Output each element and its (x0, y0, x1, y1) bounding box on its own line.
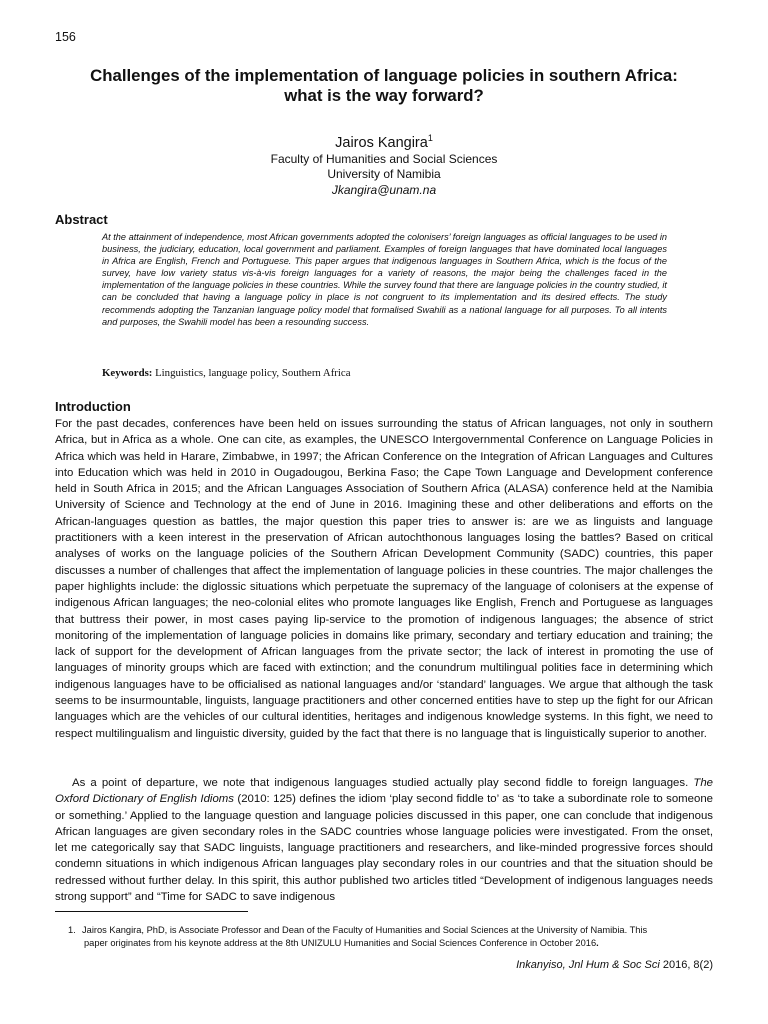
author-footnote-marker: 1 (427, 133, 433, 143)
introduction-heading: Introduction (55, 399, 131, 414)
author-name (40, 129, 728, 152)
journal-reference (516, 959, 713, 971)
paper-title (40, 66, 728, 106)
keywords (102, 367, 351, 379)
author-email: Jkangira@unam.na (331, 182, 437, 197)
author-affiliation: Faculty of Humanities and Social Sciences (270, 151, 498, 166)
footnote-divider (55, 911, 248, 912)
paragraph-2-italic-title: The Oxford Dictionary of English Idioms (55, 777, 713, 806)
paragraph-2-part-2: (2010: 125) defines the idiom ‘play second fiddle to’ as ‘to take a subordinate role to someone or something.’ Applied to the language question and language policies discussed in this paper, one can conclude that indigenous African languages are given secondary roles in the SADC countries whose language policies were investigated. From the onset, let me categorically say that SADC linguists, language practitioners and researchers, and like-minded progressive forces should condemn situations in which indigenous African languages play secondary roles in our countries and that the situation should be redressed without further delay. In this spirit, this author published two articles titled “Development of indigenous languages needs strong support” and “Time for SADC to save indigenous (55, 793, 714, 904)
author-university: University of Namibia (327, 167, 441, 182)
journal-volume: 2016, 8(2) (659, 959, 713, 971)
abstract-heading: Abstract (55, 212, 108, 227)
page-number: 156 (55, 30, 76, 44)
title-line-1: Challenges of the implementation of language policies in southern Africa: (90, 66, 678, 85)
keywords-text: Linguistics, language policy, Southern Africa (152, 367, 351, 379)
journal-name: Inkanyiso, Jnl Hum & Soc Sci (516, 959, 660, 971)
author-block (40, 129, 728, 198)
footnote-number: 1. (68, 925, 76, 935)
author-name-text: Jairos Kangira (335, 134, 428, 151)
keywords-label: Keywords: (102, 367, 153, 379)
introduction-paragraph-1: For the past decades, conferences have been held on issues surrounding the status of African languages, not only in southern Africa, but in Africa as a whole. One can cite, as examples, the UNESCO Intergovernmental Conference on Language Policies in Africa which was held in Harare, Zimbabwe, in 1997; the African Conference on the Integration of African Languages and Cultures into Education which was held in 2010 in Ougadougou, Berkina Faso; the Cape Town Language and Development conference held in South Africa in 2015; and the African Languages Association of Southern Africa (ALASA) conference held at the Namibia University of Science and Technology at the end of June in 2016. Imagining these and other deliberations and efforts on the African-languages question as battles, the major question this paper tries to answer is: are we as linguists and language practitioners with a keen interest in the preservation of African autochthonous languages losing the battles? Based on critical analyses of works on the language policies of the Southern African Development Community (SADC) countries, this paper discusses a number of challenges that affect the implementation of language policies in these countries. The major challenges the paper highlights include: the diglossic situations which perpetuate the supremacy of the language of colonisers at the expense of indigenous African languages; the neo-colonial elites who promote languages like English, French and Portuguese as languages that buttress their power, in most cases paying lip-service to the promotion of indigenous languages; the absence of strict monitoring of the implementation of language policies in domains like primary, secondary and tertiary education and training; the lack of support for the development of African languages from the private sector; the lack of interest in promoting the use of languages of minority groups which are faced with extinction; and the conundrum multilingual polities face in determining which indigenous languages have to be officialised as national languages and/or ‘standard’ languages. We argue that although the task seems to be insurmountable, linguists, language practitioners and other concerned entities have to step up the fight for our African languages which are the vehicles of our cultural identities, heritages and indigenous knowledge systems. In this fight, we need to respect multilingualism and linguistic diversity, guided by the fact that there is no language that is linguistically superior to another. (55, 418, 713, 740)
footnote-line-2-end: . (596, 938, 599, 948)
abstract-text: At the attainment of independence, most African governments adopted the colonisers’ foreign languages as official languages to be used in business, the judiciary, education, local government and parliament. Examples of foreign languages that have dominated local languages in Africa are English, French and Portuguese. This paper argues that indigenous languages in Southern Africa, which is the focus of the survey, have low variety status vis-à-vis foreign languages for a variety of reasons, the major being the challenges faced in the implementation of the language policies in these countries. While the survey found that there are language policies in the country studied, it can be concluded that having a language policy in place is not congruent to its implementation and its desired effects. The study recommends adopting the Tanzanian language policy model that formalised Swahili as a national language for all purposes. To all intents and purposes, the Swahili model has been a resounding success. (102, 232, 667, 327)
footnote (70, 924, 713, 950)
title-line-2: what is the way forward? (284, 86, 484, 105)
introduction-paragraph-2 (55, 775, 713, 905)
footnote-line-1 (70, 924, 713, 937)
footnote-line-2 (70, 937, 713, 950)
footnote-line-2-text: paper originates from his keynote address at the 8th UNIZULU Humanities and Social Sciences Conference in October 2016 (84, 938, 597, 948)
paragraph-2-part-1: As a point of departure, we note that indigenous languages studied actually play second fiddle to foreign languages. (72, 777, 694, 789)
footnote-line-1-text: Jairos Kangira, PhD, is Associate Professor and Dean of the Faculty of Humanities and Social Sciences at the University of Namibia. This (82, 925, 648, 935)
